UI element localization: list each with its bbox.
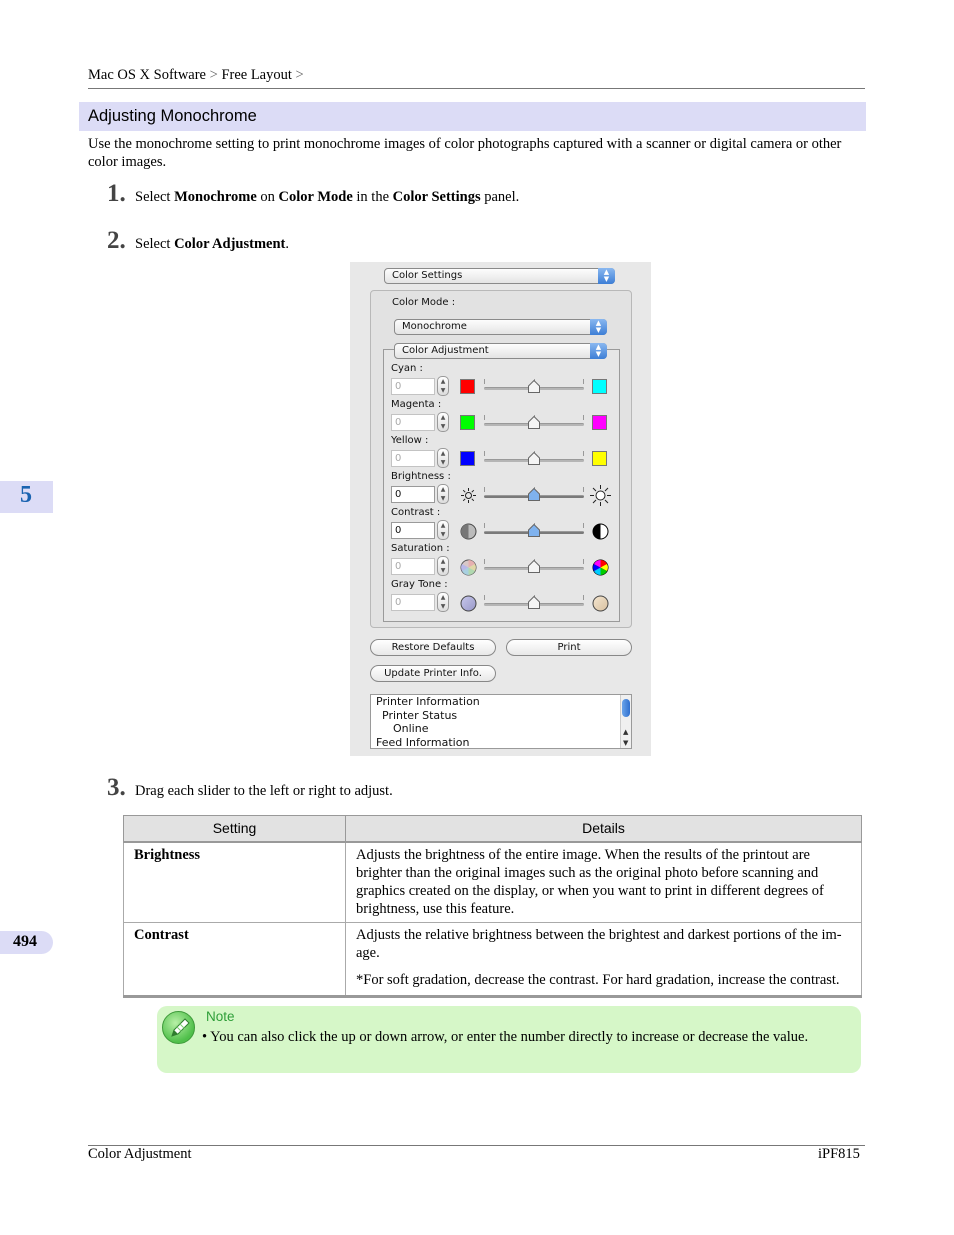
slider-label: Cyan :	[391, 363, 423, 374]
note-pencil-icon	[162, 1011, 195, 1044]
step-text-part: .	[285, 236, 289, 252]
color-settings-panel	[350, 262, 651, 756]
stepper-down-icon[interactable]: ▼	[440, 567, 446, 574]
footer-section-title: Color Adjustment	[88, 1146, 192, 1162]
intro-paragraph: Use the monochrome setting to print monochrome images of color photographs captured with a scanner or digital camera or other color images.	[88, 136, 842, 170]
step-text-part: panel.	[480, 189, 520, 205]
stepper-up-icon[interactable]: ▲	[440, 558, 446, 565]
list-scrollbar[interactable]	[620, 695, 631, 748]
footer-model: iPF815	[818, 1146, 860, 1162]
stepper-up-icon[interactable]: ▲	[440, 486, 446, 493]
slider-tick	[583, 559, 584, 564]
step-text-part: Select	[135, 189, 175, 205]
list-item: Printer Information	[376, 695, 480, 708]
chapter-number: 5	[20, 482, 32, 508]
slider-tick	[484, 523, 485, 528]
slider-tick	[583, 595, 584, 600]
list-item: Feed Information	[376, 735, 470, 749]
step-3-text: Drag each slider to the left or right to adjust.	[135, 783, 393, 799]
slider-label: Saturation :	[391, 543, 450, 554]
popup-arrows-icon: ▲ ▼	[598, 268, 615, 284]
step-1-text	[135, 189, 519, 206]
slider-thumb[interactable]	[528, 524, 540, 537]
slider-tick	[484, 451, 485, 456]
color-adjustment-popup[interactable]	[394, 343, 607, 359]
slider-label: Brightness :	[391, 471, 451, 482]
slider-tick	[583, 523, 584, 528]
details-text: Adjusts the brightness of the entire image. When the results of the printout are brighter than the original images such as the original photo before scanning and graphics created on the display, or when you want to print in different degrees of brightness, use this feature.	[356, 846, 824, 917]
slider-value-field[interactable]: 0	[391, 558, 435, 575]
value-stepper[interactable]	[437, 556, 449, 576]
value-stepper[interactable]	[437, 520, 449, 540]
slider-label: Contrast :	[391, 507, 441, 518]
step-keyword: Color Settings	[392, 189, 481, 205]
stepper-down-icon[interactable]: ▼	[440, 603, 446, 610]
details-cell	[346, 922, 862, 996]
step-number: 3.	[107, 774, 126, 801]
stepper-up-icon[interactable]: ▲	[440, 594, 446, 601]
slider-tick	[484, 379, 485, 384]
step-number: 2.	[107, 227, 126, 254]
slider-thumb[interactable]	[528, 560, 540, 573]
stepper-up-icon[interactable]: ▲	[440, 378, 446, 385]
note-text	[202, 1028, 853, 1047]
table-row	[124, 922, 862, 996]
warm-tone-icon	[592, 595, 609, 615]
setting-cell: Brightness	[124, 842, 346, 923]
section-title: Adjusting Monochrome	[88, 107, 257, 125]
step-keyword: Monochrome	[174, 189, 257, 205]
value-stepper[interactable]	[437, 448, 449, 468]
color-adjustment-value: Color Adjustment	[402, 345, 489, 356]
green-swatch	[460, 415, 475, 430]
blue-swatch	[460, 451, 475, 466]
slider-value-field[interactable]: 0	[391, 522, 435, 539]
slider-tick	[484, 559, 485, 564]
footer-divider	[88, 1145, 865, 1146]
table-row	[124, 842, 862, 923]
cyan-swatch	[592, 379, 607, 394]
update-printer-info-button[interactable]: Update Printer Info.	[370, 665, 496, 682]
slider-label: Magenta :	[391, 399, 442, 410]
high-contrast-icon	[592, 523, 609, 543]
step-text-part: Select	[135, 236, 175, 252]
value-stepper[interactable]	[437, 376, 449, 396]
step-number: 1.	[107, 180, 126, 207]
setting-cell: Contrast	[124, 922, 346, 996]
scroll-thumb[interactable]	[622, 699, 630, 717]
value-stepper[interactable]	[437, 412, 449, 432]
breadcrumb	[88, 67, 304, 84]
slider-tick	[583, 487, 584, 492]
breadcrumb-item[interactable]: Mac OS X Software	[88, 67, 206, 83]
stepper-up-icon[interactable]: ▲	[440, 522, 446, 529]
step-2-text	[135, 236, 289, 253]
list-item: Online	[393, 722, 429, 736]
stepper-down-icon[interactable]: ▼	[440, 459, 446, 466]
stepper-up-icon[interactable]: ▲	[440, 414, 446, 421]
panel-select-popup[interactable]	[384, 268, 615, 284]
scroll-down-icon[interactable]: ▼	[623, 739, 629, 747]
details-text: Adjusts the relative brightness between the brightest and darkest portions of the im-age.	[356, 926, 842, 961]
slider-value-field[interactable]: 0	[391, 378, 435, 395]
note-body: You can also click the up or down arrow, or enter the number directly to increase or decrease the value.	[210, 1029, 809, 1045]
slider-value-field[interactable]: 0	[391, 594, 435, 611]
slider-tick	[484, 415, 485, 420]
color-mode-value: Monochrome	[402, 321, 467, 332]
step-3	[107, 774, 126, 802]
stepper-down-icon[interactable]: ▼	[440, 495, 446, 502]
details-text: *For soft gradation, decrease the contrast. For hard gradation, increase the contrast.	[356, 971, 840, 988]
list-item: Printer Status	[382, 708, 458, 722]
dim-sun-icon	[460, 487, 477, 507]
yellow-swatch	[592, 451, 607, 466]
stepper-up-icon[interactable]: ▲	[440, 450, 446, 457]
step-1	[107, 180, 126, 208]
high-saturation-icon	[592, 559, 609, 579]
popup-arrows-icon: ▲ ▼	[590, 319, 607, 335]
color-mode-popup[interactable]	[394, 319, 607, 335]
breadcrumb-separator: >	[209, 67, 218, 83]
column-header: Setting	[124, 816, 346, 842]
bright-sun-icon	[590, 485, 611, 509]
magenta-swatch	[592, 415, 607, 430]
scroll-up-icon[interactable]: ▲	[623, 728, 629, 736]
details-cell	[346, 842, 862, 923]
breadcrumb-separator: >	[295, 67, 304, 83]
cool-tone-icon	[460, 595, 477, 615]
slider-thumb[interactable]	[528, 416, 540, 429]
printer-info-list[interactable]	[370, 694, 632, 749]
slider-thumb[interactable]	[528, 488, 540, 501]
popup-arrows-icon: ▲ ▼	[590, 343, 607, 359]
step-keyword: Color Adjustment	[174, 236, 286, 252]
stepper-down-icon[interactable]: ▼	[440, 387, 446, 394]
value-stepper[interactable]	[437, 484, 449, 504]
slider-tick	[583, 451, 584, 456]
step-text-part: on	[256, 189, 279, 205]
slider-thumb[interactable]	[528, 596, 540, 609]
column-header: Details	[346, 816, 862, 842]
table-header-row	[124, 816, 862, 842]
step-keyword: Color Mode	[278, 189, 353, 205]
value-stepper[interactable]	[437, 592, 449, 612]
slider-thumb[interactable]	[528, 452, 540, 465]
slider-value-field[interactable]: 0	[391, 414, 435, 431]
slider-tick	[583, 379, 584, 384]
bullet: •	[202, 1029, 208, 1045]
stepper-down-icon[interactable]: ▼	[440, 423, 446, 430]
color-mode-label: Color Mode :	[392, 297, 456, 308]
slider-thumb[interactable]	[528, 380, 540, 393]
slider-tick	[484, 487, 485, 492]
page-number: 494	[13, 933, 37, 950]
red-swatch	[460, 379, 475, 394]
step-text-part: in the	[352, 189, 393, 205]
low-contrast-icon	[460, 523, 477, 543]
step-2	[107, 227, 126, 255]
header-divider	[88, 88, 865, 89]
restore-defaults-button[interactable]: Restore Defaults	[370, 639, 496, 656]
stepper-down-icon[interactable]: ▼	[440, 531, 446, 538]
note-title: Note	[206, 1009, 235, 1024]
print-button[interactable]: Print	[506, 639, 632, 656]
slider-value-field[interactable]: 0	[391, 486, 435, 503]
panel-select-value: Color Settings	[392, 270, 463, 281]
slider-tick	[484, 595, 485, 600]
low-saturation-icon	[460, 559, 477, 579]
slider-value-field[interactable]: 0	[391, 450, 435, 467]
breadcrumb-item[interactable]: Free Layout	[221, 67, 292, 83]
settings-table	[123, 815, 862, 998]
slider-label: Gray Tone :	[391, 579, 448, 590]
slider-label: Yellow :	[391, 435, 429, 446]
slider-tick	[583, 415, 584, 420]
